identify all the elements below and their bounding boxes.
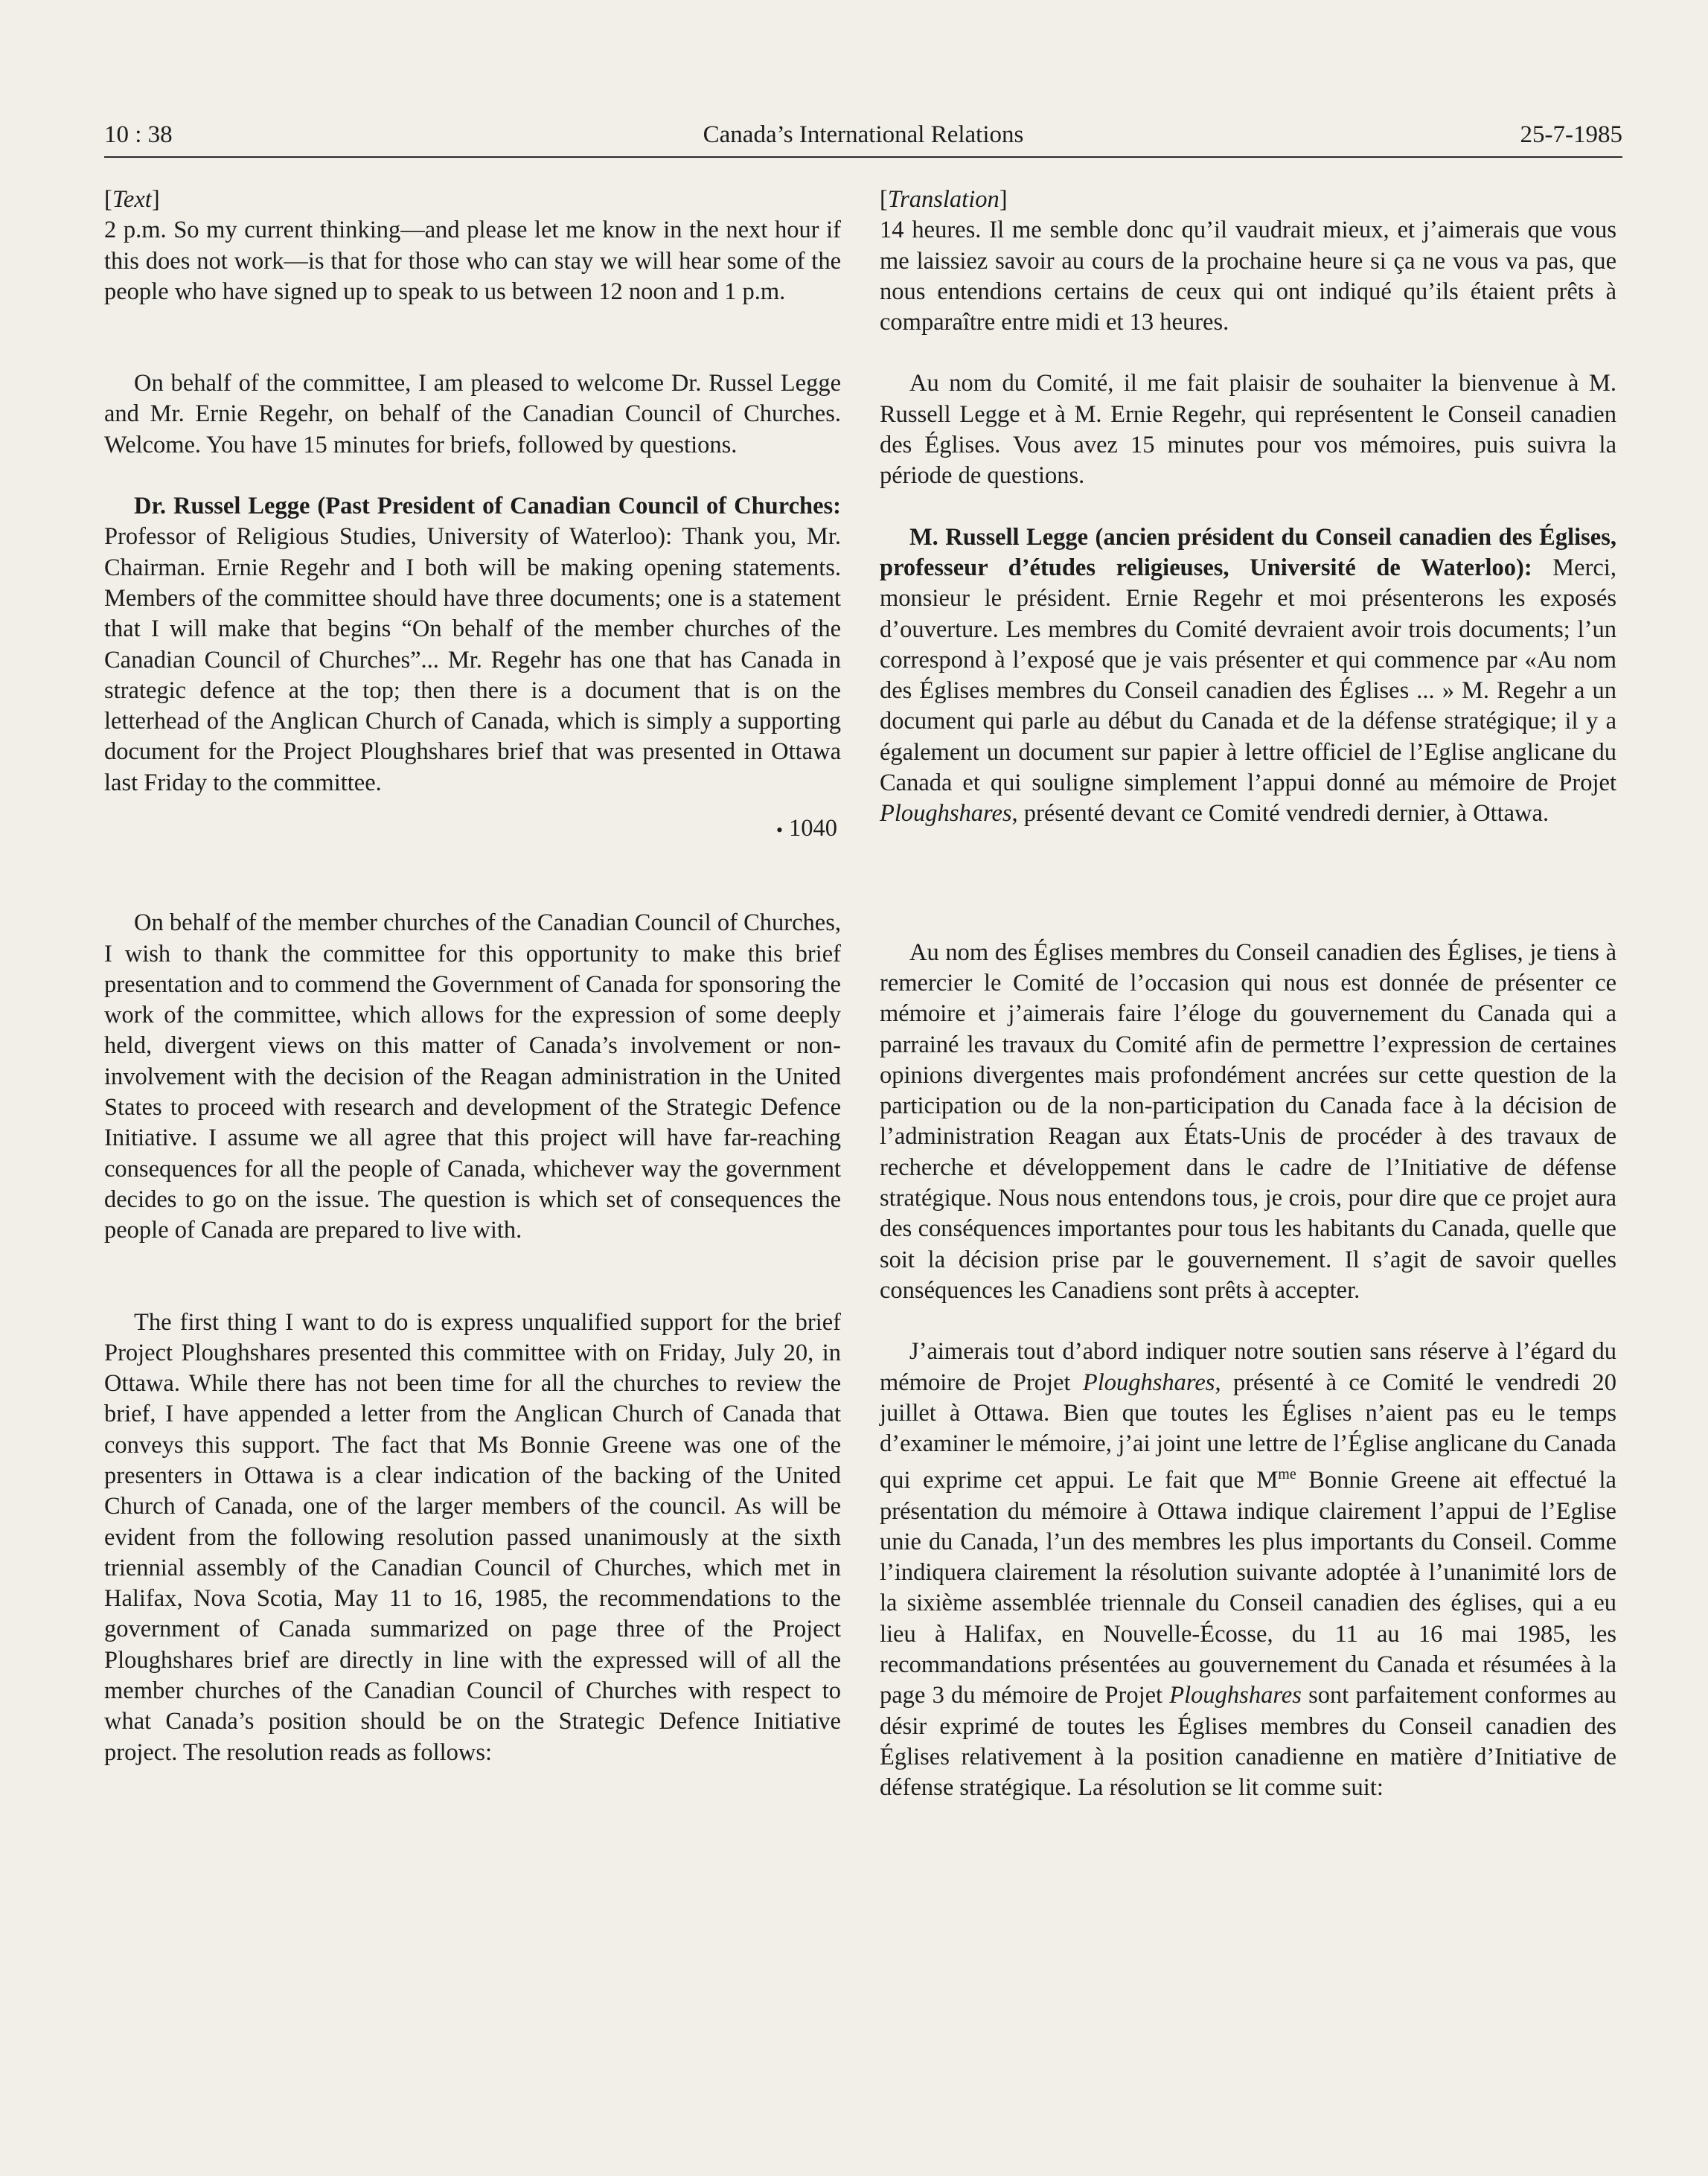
paragraph: On behalf of the committee, I am pleased to welcome Dr. Russel Legge and Mr. Ernie Regehr, on behalf of the Canadian Council of Churches. Welcome. You have 15 minutes for briefs, followed by questions. (104, 370, 841, 458)
paragraph: Au nom des Églises membres du Conseil canadien des Églises, je tiens à remercier le Comité de l’occasion qui nous est donnée de présenter ce mémoire et j’aimerais faire l’éloge du gouvernement du Canada qui a parrainé les travaux du Comité afin de permettre l’expression de certaines opinions divergentes mais profondément ancrées sur cette question de la participation ou de la non-participation du Canada face à la décision de l’administration Reagan aux États-Unis de procéder à des travaux de recherche et développement dans le cadre de l’Initiative de défense stratégique. Nous nous entendons tous, je crois, pour dire que ce projet aura des conséquences importantes pour tous les habitants du Canada, quelle que soit la décision prise par le gouvernement. Il s’agit de savoir quelles conséquences les Canadiens sont prêts à accepter. (880, 938, 1616, 1304)
paragraph: On behalf of the member churches of the Canadian Council of Churches, I wish to thank the committee for this opportunity to make this brief presentation and to commend the Government of Canada for sponsoring the work of the committee, which allows for the expression of some deeply held, divergent views on this matter of Canada’s involvement or non-involvement with the decision of the Reagan administration in the United States to proceed with research and development of the Strategic Defence Initiative. I assume we all agree that this project will have far-reaching consequences for all the people of Canada, whichever way the government decides to go on the issue. The question is which set of consequences the people of Canada are prepared to live with. (104, 909, 841, 1244)
paragraph: 14 heures. Il me semble donc qu’il vaudrait mieux, et j’aimerais que vous me laissiez savoir au cours de la prochaine heure si ça ne vous va pas, que nous entendions certains de ceux qui ont indiqué qu’ils étaient prêts à comparaître entre midi et 13 heures. (880, 217, 1616, 336)
text-tag: [Text] (104, 186, 160, 213)
running-header (104, 118, 1622, 152)
speaker-name: M. Russell Legge (ancien président du Conseil canadien des Églises, professeur d’études religieuses, Université de Waterloo): (880, 523, 1616, 581)
bullet-icon: • (775, 819, 783, 841)
french-column (880, 185, 1616, 1803)
time-marker: • 1040 (775, 815, 837, 842)
speaker-paragraph: M. Russell Legge (ancien président du Conseil canadien des Églises, professeur d’études religieuses, Université de Waterloo): Merci, monsieur le président. Ernie Regehr et moi présenterons les exposés d’ouverture. Les membres du Comité devraient avoir trois documents; l’un correspond à l’exposé que je vais présenter et qui commence par «Au nom des Églises membres du Conseil canadien des Églises ... » M. Regehr a un document qui parle au début du Canada et de la défense stratégique; il y a également un document sur papier à lettre officiel de l’Eglise anglicane du Canada et qui souligne simplement l’appui donné au mémoire de Projet Ploughshares, présenté devant ce Comité vendredi dernier, à Ottawa. (880, 523, 1616, 828)
paragraph: The first thing I want to do is express unqualified support for the brief Project Ploughshares presented this committee with on Friday, July 20, in Ottawa. While there has not been time for all the churches to review the brief, I have appended a letter from the Anglican Church of Canada that conveys this support. The fact that Ms Bonnie Greene was one of the presenters in Ottawa is a clear indication of the backing of the United Church of Canada, one of the larger members of the council. As will be evident from the following resolution passed unanimously at the sixth triennial assembly of the Canadian Council of Churches, which met in Halifax, Nova Scotia, May 11 to 16, 1985, the recommendations to the government of Canada summarized on page three of the Project Ploughshares brief are directly in line with the expressed will of all the member churches of the Canadian Council of Churches with respect to what Canada’s position should be on the Strategic Defence Initiative project. The resolution reads as follows: (104, 1308, 841, 1766)
translation-tag: [Translation] (880, 186, 1008, 213)
speaker-paragraph: Dr. Russel Legge (Past President of Canadian Council of Churches: Professor of Religious Studies, University of Waterloo): Thank you, Mr. Chairman. Ernie Regehr and I both will be making opening statements. Members of the committee should have three documents; one is a statement that I will make that begins “On behalf of the member churches of the Canadian Council of Churches”... Mr. Regehr has one that has Canada in strategic defence at the top; then there is a document that is on the letterhead of the Anglican Church of Canada, which is simply a supporting document for the Project Ploughshares brief that was presented in Ottawa last Friday to the committee. (104, 493, 841, 796)
publication-title: Canada’s International Relations (703, 121, 1024, 148)
header-rule (104, 156, 1622, 158)
paragraph: 2 p.m. So my current thinking—and please let me know in the next hour if this does not work—is that for those who can stay we will hear some of the people who have signed up to speak to us between 12 noon and 1 p.m. (104, 217, 841, 305)
page-number: 10 : 38 (104, 121, 173, 148)
english-column (104, 185, 841, 1768)
speaker-name: Dr. Russel Legge (Past President of Canadian Council of Churches: (134, 493, 841, 520)
paragraph: J’aimerais tout d’abord indiquer notre soutien sans réserve à l’égard du mémoire de Projet Ploughshares, présenté à ce Comité le vendredi 20 juillet à Ottawa. Bien que toutes les Églises n’aient pas eu le temps d’examiner le mémoire, j’ai joint une lettre de l’Église anglicane du Canada qui exprime cet appui. Le fait que $M^{me}$ Bonnie Greene ait effectué la présentation du mémoire à Ottawa indique clairement l’appui de l’Eglise unie du Canada, l’un des membres les plus importants du Conseil. Comme l’indiquera clairement la résolution suivante adoptée à l’unanimité lors de la sixième assemblée triennale du Conseil canadien des églises, qui a eu lieu à Halifax, en Nouvelle-Écosse, du 11 au 16 mai 1985, les recommandations présentées au gouvernement du Canada et résumées à la page 3 du mémoire de Projet Ploughshares sont parfaitement conformes au désir exprimé de toutes les Églises membres du Conseil canadien des Églises relativement à la position canadienne en matière d’Initiative de défense stratégique. La résolution se lit comme suit: (880, 1338, 1616, 1802)
header-date: 25-7-1985 (1520, 121, 1622, 148)
paragraph: Au nom du Comité, il me fait plaisir de souhaiter la bienvenue à M. Russell Legge et à M. Ernie Regehr, qui représentent le Conseil canadien des Églises. Vous avez 15 minutes pour vos mémoires, puis suivra la période de questions. (880, 370, 1616, 490)
